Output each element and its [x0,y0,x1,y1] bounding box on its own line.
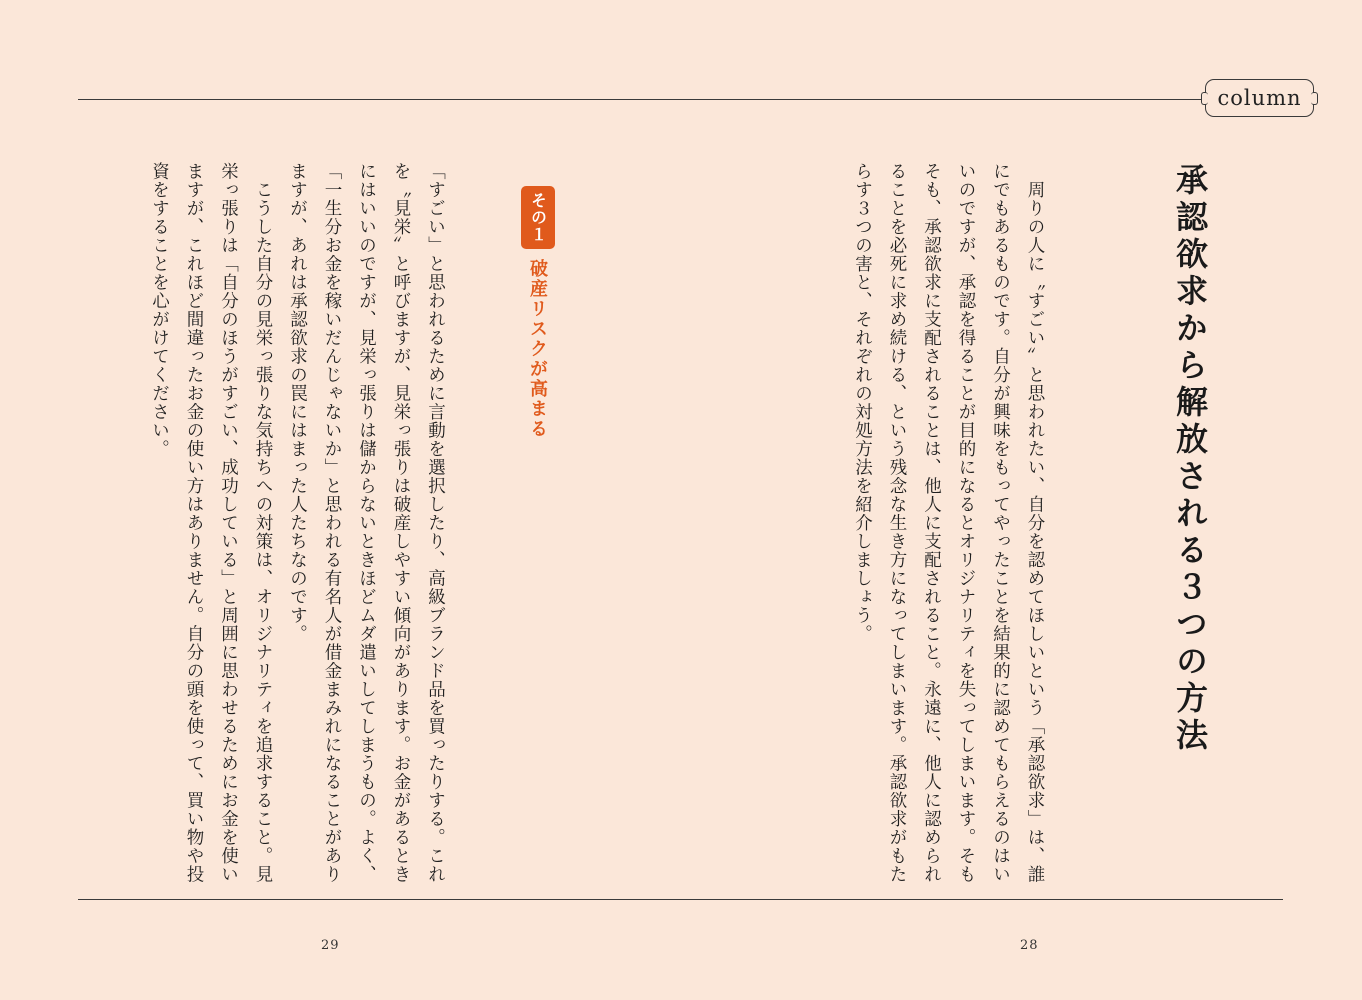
page-title: 承認欲求から解放される３つの方法 [1171,163,1209,755]
bottom-rule [78,899,1283,900]
section-heading: 破産リスクが高まる [527,259,548,439]
section-body: 「すごい」と思われるために言動を選択したり、高級ブランド品を買ったりする。これを〝見栄〟と呼びますが、見栄っ張りは破産しやすい傾向があります。お金があるときにはいいのですが、見栄っ張りは儲からないときほどムダ遣いしてしまうもの。よく、「一生分お金を稼いだんじゃないか」と思われる有名人が借金まみれになることがありますが、あれは承認欲求の罠にはまった人たちなのです。 こうした自分の見栄っ張りな気持ちへの対策は、オリジナリティを追求すること。見栄っ張りは「自分のほうがすごい、成功している」と周囲に思わせるためにお金を使いますが、これほど間違ったお金の使い方はありません。自分の頭を使って、買い物や投資をすることを心がけてください。 [149,162,446,884]
section-badge: その１ [521,186,555,249]
page-number-right: 28 [1020,938,1039,953]
intro-paragraph: 周りの人に〝すごい〟と思われたい、自分を認めてほしいという「承認欲求」は、誰にでもあるものです。自分が興味をもってやったことを結果的に認めてもらえるのはいいのですが、承認を得ることが目的になるとオリジナリティを失ってしまいます。そもそも、承認欲求に支配されることは、他人に支配されること。永遠に、他人に認められることを必死に求め続ける、という残念な生き方になってしまいます。承認欲求がもたらす３つの害と、それぞれの対処方法を紹介しましょう。 [852,162,1045,884]
column-label: column [1205,79,1314,117]
top-rule [78,99,1210,100]
page-number-left: 29 [321,938,340,953]
